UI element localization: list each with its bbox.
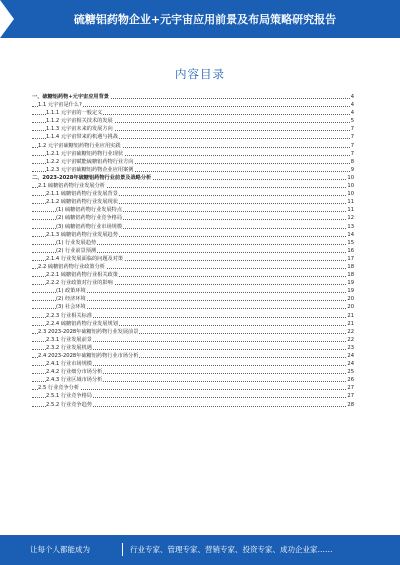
report-title: 硫糖铝药物企业+元宇宙应用前景及布局策略研究报告 [73, 13, 337, 26]
toc-entry[interactable] [32, 150, 354, 158]
toc-entry-label: 1.1.3 元宇宙未来的发展方向 [46, 126, 113, 133]
toc-entry-page: 7 [350, 150, 354, 157]
toc-entry-label: 2.4.1 行业市场规模 [46, 361, 92, 368]
toc-entry[interactable] [32, 279, 354, 287]
toc-entry[interactable] [32, 352, 354, 360]
toc-entry-page: 9 [350, 166, 354, 173]
toc-entry-page: 19 [347, 280, 354, 287]
toc-entry-label: 2.3.2 行业发展机遇 [46, 344, 92, 351]
toc-entry-page: 20 [347, 296, 354, 303]
toc-entry[interactable] [32, 174, 354, 182]
toc-entry-page: 14 [347, 231, 354, 238]
toc-entry[interactable] [32, 303, 354, 311]
toc-entry[interactable] [32, 166, 354, 174]
header-bar [0, 0, 400, 38]
toc-entry[interactable] [32, 401, 354, 409]
toc-entry[interactable] [32, 247, 354, 255]
toc-entry-label: 2.5.2 行业竞争趋势 [46, 401, 92, 408]
toc-entry-label: 2.2.2 行业政策对行业的影响 [46, 280, 113, 287]
toc-entry-label: (1) 政策环境 [56, 288, 86, 295]
toc-entry[interactable] [32, 190, 354, 198]
toc-entry-label: 2.5 行业竞争分析 [38, 385, 80, 392]
toc-entry-label: 1.2.2 元宇宙赋能硫糖铝药物行业方向 [46, 158, 134, 165]
toc-entry-label: 2.1 硫糖铝药物行业发展分析 [38, 183, 105, 190]
toc-entry-page: 21 [347, 320, 354, 327]
toc-entry-label: (3) 硫糖铝药物行业市场规模 [56, 223, 123, 230]
toc-entry-label: 二、2023-2028年硫糖铝药物行业前景及战略分析 [32, 174, 152, 181]
toc-entry-label: 1.2.3 元宇宙硫糖铝药物企业应用案例 [46, 166, 134, 173]
toc-entry[interactable] [32, 93, 354, 101]
toc-entry-page: 7 [350, 142, 354, 149]
toc-entry[interactable] [32, 271, 354, 279]
toc-entry-label: 2.1.1 硫糖铝药物行业发展背景 [46, 191, 118, 198]
toc-entry-page: 4 [350, 110, 354, 117]
toc-entry-page: 10 [347, 191, 354, 198]
toc-entry-label: 2.3 2023-2028年硫糖铝药物行业发展前景 [38, 328, 139, 335]
toc-entry-label: 2.2.3 行业相关标准 [46, 312, 92, 319]
toc-entry[interactable] [32, 101, 354, 109]
toc-entry-page: 11 [347, 199, 354, 206]
toc-entry-page: 20 [347, 304, 354, 311]
toc-entry[interactable] [32, 125, 354, 133]
toc-entry-page: 24 [347, 361, 354, 368]
toc-entry-page: 4 [350, 102, 354, 109]
footer-bar [0, 535, 400, 565]
toc-entry-page: 28 [347, 401, 354, 408]
toc-entry[interactable] [32, 312, 354, 320]
table-of-contents [32, 93, 354, 409]
toc-entry-page: 24 [347, 353, 354, 359]
toc-entry[interactable] [32, 376, 354, 384]
toc-entry[interactable] [32, 287, 354, 295]
toc-entry-label: 1.1 元宇宙是什么? [38, 102, 82, 109]
toc-entry[interactable] [32, 263, 354, 271]
toc-entry-label: (2) 硫糖铝药物行业竞争格局 [56, 215, 123, 222]
toc-entry-page: 4 [350, 94, 354, 100]
toc-entry-label: (2) 经济环境 [56, 296, 86, 303]
toc-entry[interactable] [32, 328, 354, 336]
toc-entry[interactable] [32, 206, 354, 214]
toc-entry[interactable] [32, 231, 354, 239]
toc-entry-page: 25 [347, 369, 354, 376]
toc-entry[interactable] [32, 133, 354, 141]
toc-entry-label: 1.1.4 元宇宙带来的机遇与挑战 [46, 134, 118, 141]
toc-entry-label: 1.2 元宇宙硫糖铝药物行业应用实践 [38, 142, 121, 149]
toc-entry-page: 23 [347, 344, 354, 351]
toc-entry-page: 17 [347, 255, 354, 262]
toc-entry[interactable] [32, 214, 354, 222]
toc-entry-label: 1.1.2 元宇宙相关技术的发展 [46, 118, 113, 125]
toc-entry-page: 26 [347, 377, 354, 384]
toc-entry[interactable] [32, 142, 354, 150]
toc-entry[interactable] [32, 182, 354, 190]
toc-entry-page: 10 [347, 183, 354, 190]
toc-entry-label: 2.4.3 行业区域市场分析 [46, 377, 103, 384]
toc-entry-label: 2.5.1 行业竞争格局 [46, 393, 92, 400]
toc-entry-page: 15 [347, 239, 354, 246]
toc-entry-label: (3) 社会环境 [56, 304, 86, 311]
toc-entry[interactable] [32, 117, 354, 125]
toc-entry-label: (2) 行业前景预测 [56, 247, 97, 254]
toc-entry-page: 18 [347, 263, 354, 270]
toc-entry[interactable] [32, 255, 354, 263]
toc-entry[interactable] [32, 360, 354, 368]
toc-entry[interactable] [32, 368, 354, 376]
toc-entry-label: 2.1.4 行业发展面临的问题及对策 [46, 255, 124, 262]
toc-entry-label: 2.3.1 行业发展前景 [46, 336, 92, 343]
toc-entry-page: 27 [347, 393, 354, 400]
toc-entry-page: 5 [350, 118, 354, 125]
toc-entry[interactable] [32, 320, 354, 328]
toc-entry-page: 18 [347, 272, 354, 279]
toc-entry-label: (1) 硫糖铝药物行业发展特点 [56, 207, 123, 214]
toc-entry-label: (1) 行业发展趋势 [56, 239, 97, 246]
toc-entry-label: 2.2.1 硫糖铝药物行业相关政策 [46, 272, 118, 279]
toc-entry-label: 2.4 2023-2028年硫糖铝药物行业市场分析 [38, 353, 139, 359]
toc-entry[interactable] [32, 223, 354, 231]
toc-entry[interactable] [32, 158, 354, 166]
toc-entry-label: 2.1.3 硫糖铝药物行业发展趋势 [46, 231, 118, 238]
toc-entry-label: 一、硫糖铝药物+元宇宙应用背景 [32, 94, 109, 100]
toc-entry-label: 2.1.2 硫糖铝药物行业发展现状 [46, 199, 118, 206]
toc-entry[interactable] [32, 295, 354, 303]
toc-entry-label: 1.2.1 元宇宙硫糖铝药物行业现状 [46, 150, 124, 157]
toc-entry-page: 22 [347, 336, 354, 343]
toc-entry-page: 13 [347, 223, 354, 230]
toc-entry[interactable] [32, 384, 354, 392]
toc-entry-page: 12 [347, 215, 354, 222]
footer-divider [122, 543, 123, 556]
toc-entry-page: 22 [347, 328, 354, 335]
toc-entry-page: 19 [347, 288, 354, 295]
toc-entry-label: 2.4.2 行业细分市场分析 [46, 369, 103, 376]
toc-entry[interactable] [32, 198, 354, 206]
toc-entry[interactable] [32, 344, 354, 352]
toc-entry-page: 11 [347, 207, 354, 214]
footer-slogan-right: 行业专家、管理专家、营销专家、投资专家、成功企业家…… [130, 545, 333, 554]
toc-entry-page: 10 [347, 174, 354, 181]
toc-entry-page: 7 [350, 134, 354, 141]
toc-entry-label: 1.1.1 元宇宙的一般定义 [46, 110, 103, 117]
toc-entry-page: 27 [347, 385, 354, 392]
toc-entry-page: 7 [350, 126, 354, 133]
toc-entry-page: 16 [347, 247, 354, 254]
toc-entry[interactable] [32, 239, 354, 247]
toc-entry[interactable] [32, 336, 354, 344]
toc-entry-page: 8 [350, 158, 354, 165]
footer-slogan-left: 让每个人都能成为 [30, 545, 90, 554]
toc-entry-label: 2.2 硫糖铝药物行业政策分析 [38, 263, 105, 270]
header-chevron-icon [0, 0, 14, 38]
toc-entry-page: 21 [347, 312, 354, 319]
toc-heading: 内容目录 [175, 67, 225, 81]
toc-entry[interactable] [32, 109, 354, 117]
toc-entry[interactable] [32, 392, 354, 400]
toc-entry-label: 2.2.4 硫糖铝药物行业发展规划 [46, 320, 118, 327]
